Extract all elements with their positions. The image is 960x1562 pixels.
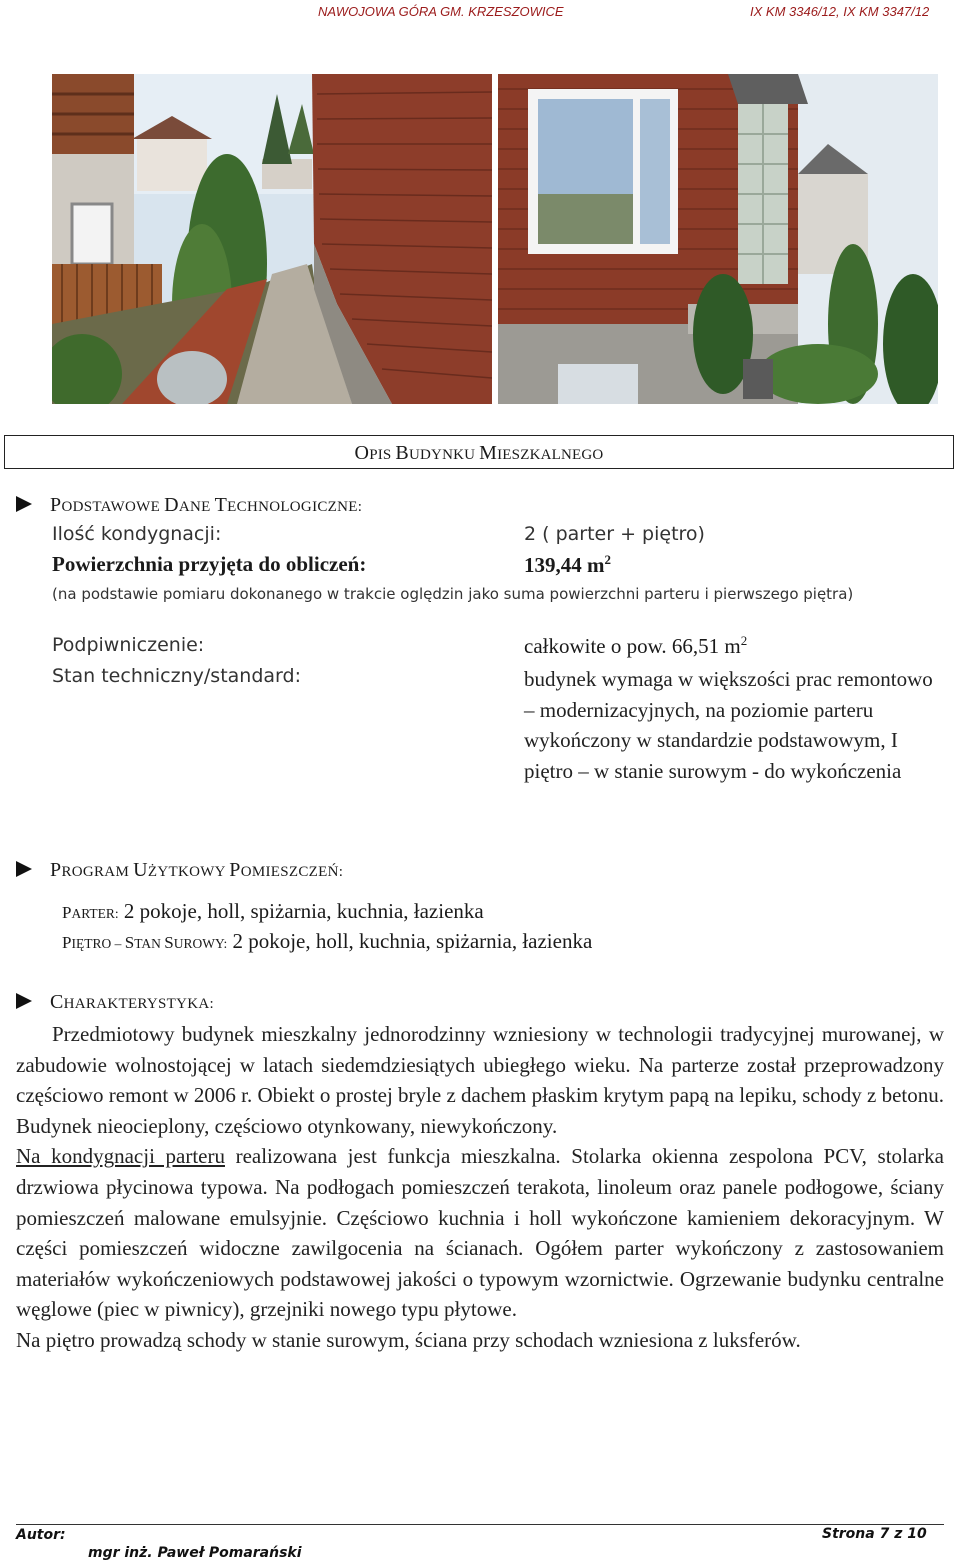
section-title-box xyxy=(4,435,954,469)
characteristics-paragraph-3: Na piętro prowadzą schody w stanie surowym, ściana przy schodach wzniesiona z luksferów. xyxy=(16,1327,801,1352)
characteristics-paragraph-1: Przedmiotowy budynek mieszkalny jednorodzinny wzniesiony w technologii tradycyjnej murowanej, w zabudowie wolnostojącej w latach siedemdziesiątych ubiegłego wieku. Na parterze został przeprowadzony częściowo remont w 2006 r. Obiekt o prostej bryle z dachem płaskim krytym papą na lepiku, schody z betonu. Budynek nieocieplony, częściowo otynkowany, niewykończony. xyxy=(16,1022,944,1138)
characteristics-paragraph-2: Na kondygnacji parteru realizowana jest funkcja mieszkalna. Stolarka okienna zespolona PCV, stolarka drzwiowa płycinowa typowa. Na podłogach pomieszczeń terakota, linoleum oraz panele podłogowe, ściany pomieszczeń malowane emulsyjnie. Częściowo kuchnia i holl wykończone kamieniem dekoracyjnym. W części pomieszczeń widoczne zawilgocenia na ścianach. Ogółem parter wykończony z zastosowaniem materiałów wykończeniowych podstawowej jakości o typowym wzornictwie. Ogrzewanie budynku centralne węglowe (piec w piwnicy), grzejniki nowego typu płytowe. xyxy=(16,1144,945,1322)
title-part: IESZKALNEGO xyxy=(497,447,604,463)
condition-label: Stan techniczny/standard: xyxy=(52,665,301,687)
header-case-number: IX KM 3346/12, IX KM 3347/12 xyxy=(750,4,930,19)
bullet-arrow-icon xyxy=(16,993,32,1009)
footer-rule xyxy=(16,1524,944,1525)
running-header xyxy=(0,0,960,26)
area-note: (na podstawie pomiaru dokonanego w trakcie oględzin jako suma powierzchni parteru i pierwszego piętra) xyxy=(52,585,854,603)
program-parter: PARTER: 2 pokoje, holl, spiżarnia, kuchnia, łazienka xyxy=(62,899,484,923)
title-part: PIS xyxy=(369,447,396,463)
condition-value: budynek wymaga w większości prac remontowo – modernizacyjnych, na poziomie parteru wykończony w standardzie podstawowym, I piętro – w stanie surowym - do wykończenia xyxy=(524,667,933,783)
section-heading-characteristics: CHARAKTERYSTYKA: xyxy=(16,991,214,1014)
area-label: Powierzchnia przyjęta do obliczeń: xyxy=(52,552,367,576)
floors-value: 2 ( parter + piętro) xyxy=(524,523,705,545)
title-part: UDYNKU xyxy=(408,447,480,463)
section-heading-basic-data: PODSTAWOWE DANE TECHNOLOGICZNE: xyxy=(16,494,362,517)
title-letter: B xyxy=(395,442,409,464)
footer-author-label: Autor: xyxy=(16,1527,66,1543)
basement-value: całkowite o pow. 66,51 $m^2$ xyxy=(524,633,748,658)
title-letter: M xyxy=(479,442,498,464)
footer-author-name: mgr inż. Paweł Pomarański xyxy=(88,1545,302,1561)
basement-label: Podpiwniczenie: xyxy=(52,634,205,656)
footer-page-number: Strona 7 z 10 xyxy=(822,1526,927,1542)
photo-building-window xyxy=(498,74,938,404)
characteristics-text xyxy=(16,1019,944,1356)
floors-label: Ilość kondygnacji: xyxy=(52,523,222,545)
program-pietro: PIĘTRO – STAN SUROWY: 2 pokoje, holl, kuchnia, spiżarnia, łazienka xyxy=(62,929,593,953)
area-value: 139,44 $m^2$ xyxy=(524,552,611,577)
bullet-arrow-icon xyxy=(16,861,32,877)
title-letter: O xyxy=(354,442,370,464)
section-heading-program: PROGRAM UŻYTKOWY POMIESZCZEŃ: xyxy=(16,859,343,882)
header-location: NAWOJOWA GÓRA GM. KRZESZOWICE xyxy=(318,4,564,19)
photo-side-passage xyxy=(52,74,492,404)
bullet-arrow-icon xyxy=(16,496,32,512)
